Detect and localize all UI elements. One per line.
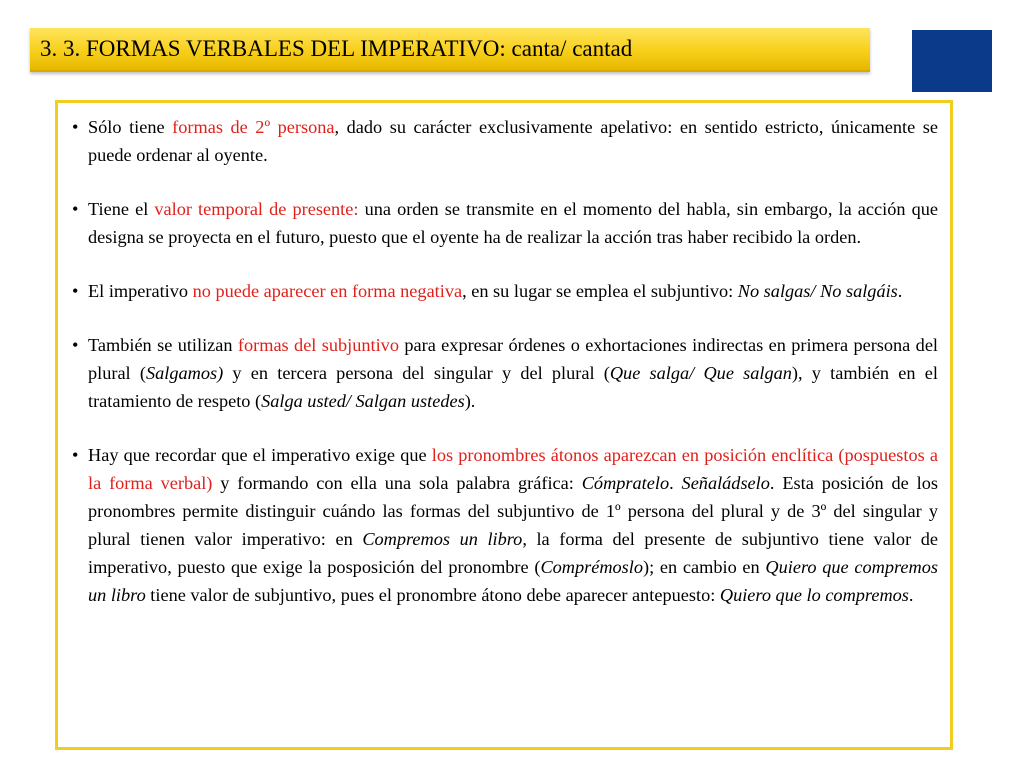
example-text: Quiero que lo compremos: [719, 585, 909, 605]
example-text: Quiero que compremos un libro: [88, 557, 938, 605]
example-text: Salga usted/ Salgan ustedes: [261, 391, 465, 411]
body-text: y en tercera persona del singular y del plural (: [223, 363, 610, 383]
bullet-item: [72, 195, 938, 251]
body-text: , en su lugar se emplea el subjuntivo:: [462, 281, 738, 301]
example-text: Cómpratelo: [581, 473, 670, 493]
bullet-item: [72, 113, 938, 169]
example-text: No salgas/ No salgáis: [737, 281, 898, 301]
body-text: para expresar órdenes o exhortaciones indirectas en primera persona del plural (: [88, 335, 939, 383]
body-text: ).: [464, 391, 476, 411]
body-text: y formando con ella una sola palabra gráfica:: [212, 473, 582, 493]
body-text: una orden se transmite en el momento del habla, sin embargo, la acción que designa se proyecta en el futuro, puesto que el oyente ha de realizar la acción tras haber recibido la orden.: [88, 199, 938, 247]
bullet-list: [72, 113, 938, 609]
body-text: Hay que recordar que el imperativo exige que: [88, 445, 432, 465]
body-text: .: [669, 473, 682, 493]
body-text: tiene valor de subjuntivo, pues el pronombre átono debe aparecer antepuesto:: [145, 585, 720, 605]
body-text: Sólo tiene: [88, 117, 173, 137]
body-text: ), y también en el tratamiento de respeto (: [88, 363, 938, 411]
body-text: , la forma del presente de subjuntivo tiene valor de imperativo, puesto que exige la posposición del pronombre (: [88, 529, 938, 577]
body-text: ); en cambio en: [643, 557, 766, 577]
bullet-item: [72, 331, 938, 415]
example-text: Que salga/ Que salgan: [609, 363, 792, 383]
slide-title-bar: [30, 28, 870, 72]
body-text: .: [908, 585, 914, 605]
highlight-text: no puede aparecer en forma negativa: [192, 281, 463, 301]
highlight-text: formas de 2º persona: [172, 117, 335, 137]
body-text: , dado su carácter exclusivamente apelativo: en sentido estricto, únicamente se puede ordenar al oyente.: [88, 117, 938, 165]
example-text: Comprémoslo: [540, 557, 644, 577]
corner-blue-square: [912, 30, 992, 92]
bullet-item: [72, 277, 938, 305]
highlight-text: valor temporal de presente:: [154, 199, 359, 219]
body-text: .: [897, 281, 903, 301]
example-text: Salgamos): [145, 363, 224, 383]
slide-title: 3. 3. FORMAS VERBALES DEL IMPERATIVO: canta/ cantad: [40, 36, 633, 61]
body-text: También se utilizan: [88, 335, 238, 355]
content-box: [55, 100, 953, 750]
example-text: Señaládselo: [681, 473, 770, 493]
body-text: . Esta posición de los pronombres permite distinguir cuándo las formas del subjuntivo de 1º persona del plural y de 3º del singular y plural tienen valor imperativo: en: [88, 473, 939, 549]
body-text: El imperativo: [88, 281, 193, 301]
highlight-text: los pronombres átonos aparezcan en posición enclítica (pospuestos a la forma verbal): [88, 445, 938, 493]
example-text: Compremos un libro: [362, 529, 523, 549]
highlight-text: formas del subjuntivo: [237, 335, 399, 355]
body-text: Tiene el: [88, 199, 155, 219]
bullet-item: [72, 441, 938, 609]
